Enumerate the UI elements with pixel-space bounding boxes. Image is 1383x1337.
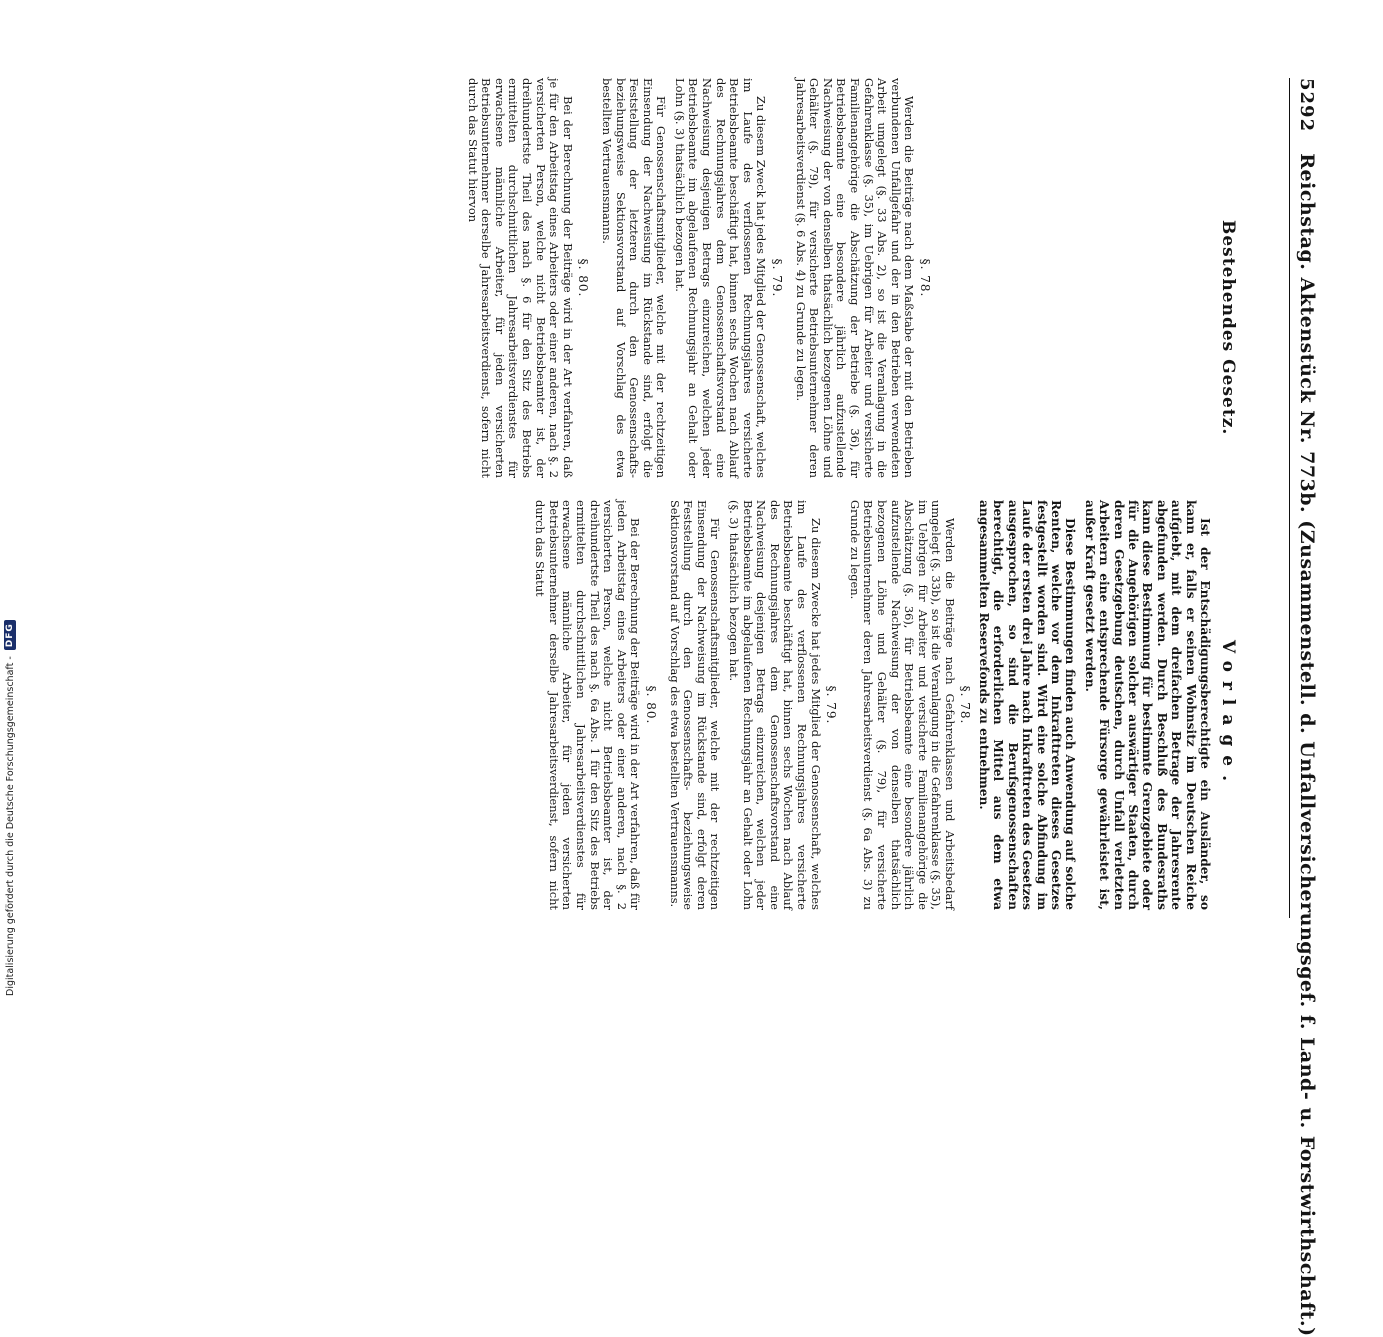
paragraph: Diese Bestimmungen finden auch Anwendung auf solche Renten, welche vor dem Inkrafttreten dieses Gesetzes festgestellt worden sind. Wird eine solche Abfindung im Laufe der ersten drei Jahre nach Inkrafttreten des Gesetzes ausgesprochen, so sind die Berufsgenossenschaften berechtigt, die erforderlichen Mittel aus dem etwa angesammelten Reservefonds zu entnehmen. — [976, 500, 1078, 910]
paragraph: Bei der Berechnung der Beiträge wird in der Art verfahren, daß je für den Arbeitstag eines Arbeiters oder einer anderen, nach §. 2 versicherten Person, welche nicht Betriebsbeamter ist, der dreihundertste Theil des nach §. 6 für den Sitz des Betriebs ermittelten durchschnittlichen Jahresarbeitsverdienstes für erwachsene männliche Arbeiter, für jeden versicherten Betriebsunternehmer derselbe Jahresarbeitsverdienst, sofern nicht durch das Statut hiervon — [465, 78, 575, 478]
paragraph: Werden die Beiträge nach Gefahrenklassen und Arbeitsbedarf umgelegt (§. 33b), so ist die Veranlagung in die Gefahrenklasse (§. 35), im Uebrigen für Arbeiter und versicherte Familienangehörige die Abschätzung (§. 36), für Betriebsbeamte eine besondere jährlich aufzustellende Nachweisung der von denselben thatsächlich bezogenen Löhne und Gehälter (§. 79), für versicherte Betriebsunternehmer deren Jahresarbeitsverdienst (§. 6a Abs. 3) zu Grunde zu legen. — [847, 500, 957, 910]
header-title: Reichstag. Aktenstück Nr. 773b. (Zusammenstell. d. Unfallversicherungsgef. f. Land- u. Forstwirthschaft.) — [1296, 153, 1318, 1337]
paragraph: Bei der Berechnung der Beiträge wird in der Art verfahren, daß für jeden Arbeitstag eines Arbeiters oder einer anderen, nach §. 2 versicherten Person, welche nicht Betriebsbeamter ist, der dreihundertste Theil des nach §. 6a Abs. 1 für den Sitz des Betriebs ermittelten durchschnittlichen Jahresarbeitsverdienstes für erwachsene männliche Arbeiter, für jeden versicherten Betriebsunternehmer derselbe Jahresarbeitsverdienst, sofern nicht durch das Statut — [533, 500, 643, 910]
existing-law-column — [455, 78, 935, 478]
paragraph: Zu diesem Zwecke hat jedes Mitglied der Genossenschaft, welches im Laufe des verflossenen Rechnungsjahres versicherte Betriebsbeamte beschäftigt hat, binnen sechs Wochen nach Ablauf des Rechnungsjahres dem Genossenschaftsvorstand eine Nachweisung desjenigen Betrags einzureichen, welchen jeder Betriebsbeamte im abgelaufenen Rechnungsjahr an Gehalt oder Lohn (§. 3) thatsächlich bezogen hat. — [727, 500, 823, 910]
paragraph: Werden die Beiträge nach dem Maßstabe der mit den Betrieben verbundenen Unfallgefahr und der in den Betrieben verwendeten Arbeit umgelegt (§. 33 Abs. 2), so ist die Veranlagung in die Gefahrenklasse (§. 35), im Uebrigen für Arbeiter und versicherte Familienangehörige die Abschätzung der Betriebe (§. 36), für Betriebsbeamte eine besondere jährlich aufzustellende Nachweisung der von denselben thatsächlich bezogenen Löhne und Gehälter (§. 79), für versicherte Betriebsunternehmer deren Jahresarbeitsverdienst (§. 6 Abs. 4) zu Grunde zu legen. — [793, 78, 917, 478]
header-divider — [1289, 78, 1290, 918]
section-number: §. 80. — [644, 685, 659, 725]
section-number: §. 79. — [770, 258, 785, 298]
section-number: §. 79. — [824, 685, 839, 725]
section-79-proposal — [667, 500, 837, 910]
paragraph: Für Genossenschaftsmitglieder, welche mit der rechtzeitigen Einsendung der Nachweisung im Rückstande sind, erfolgt die Feststellung der letzteren durch den Genossenschafts- beziehungsweise Sektionsvorstand auf Vorschlag des etwa bestellten Vertrauensmanns. — [599, 78, 669, 478]
paragraph: Ist der Entschädigungsberechtigte ein Ausländer, so kann er, falls er seinen Wohnsitz im Deutschen Reiche aufgiebt, mit dem dreifachen Betrage der Jahresrente abgefunden werden. Durch Beschluß des Bundesraths kann diese Bestimmung für bestimmte Grenzgebiete oder für die Angehörigen solcher auswärtiger Staaten, durch deren Gesetzgebung deutschen, durch Unfall verletzten Arbeitern eine entsprechende Fürsorge gewährleistet ist, außer Kraft gesetzt werden. — [1082, 500, 1212, 910]
section-number: §. 78. — [918, 258, 932, 298]
dfg-logo: DFG — [4, 620, 16, 650]
column-title-existing-law: Bestehendes Gesetz. — [1218, 220, 1238, 436]
footer-text: Digitalisierung gefördert durch die Deutsche Forschungsgemeinschaft - — [4, 656, 16, 996]
proposal-column — [523, 500, 1212, 910]
digitization-footer — [4, 620, 16, 996]
paragraph: Zu diesem Zweck hat jedes Mitglied der Genossenschaft, welches im Laufe des verflossenen Rechnungsjahres versicherte Betriebsbeamte beschäftigt hat, binnen sechs Wochen nach Ablauf des Rechnungsjahres dem Genossenschaftsvorstand eine Nachweisung desjenigen Betrags einzureichen, welchen jeder Betriebsbeamte im abgelaufenen Rechnungsjahr an Gehalt oder Lohn (§. 3) thatsächlich bezogen hat. — [672, 78, 769, 478]
section-number: §. 80. — [576, 258, 591, 298]
section-78-proposal — [847, 500, 971, 910]
paragraph: Für Genossenschaftsmitglieder, welche mit der rechtzeitigen Einsendung der Nachweisung im Rückstande sind, erfolgt deren Feststellung durch den Genossenschafts- beziehungsweise Sektionsvorstand auf Vorschlag des etwa bestellten Vertrauensmanns. — [667, 500, 723, 910]
section-number: §. 78. — [958, 685, 973, 725]
section-79-existing — [599, 78, 783, 478]
column-title-proposal: Vorlage. — [1218, 640, 1238, 791]
section-80-proposal — [533, 500, 657, 910]
section-78-existing — [793, 78, 931, 478]
page-number: 5292 — [1296, 78, 1317, 133]
section-80-existing — [465, 78, 589, 478]
page-header — [1270, 78, 1318, 1337]
